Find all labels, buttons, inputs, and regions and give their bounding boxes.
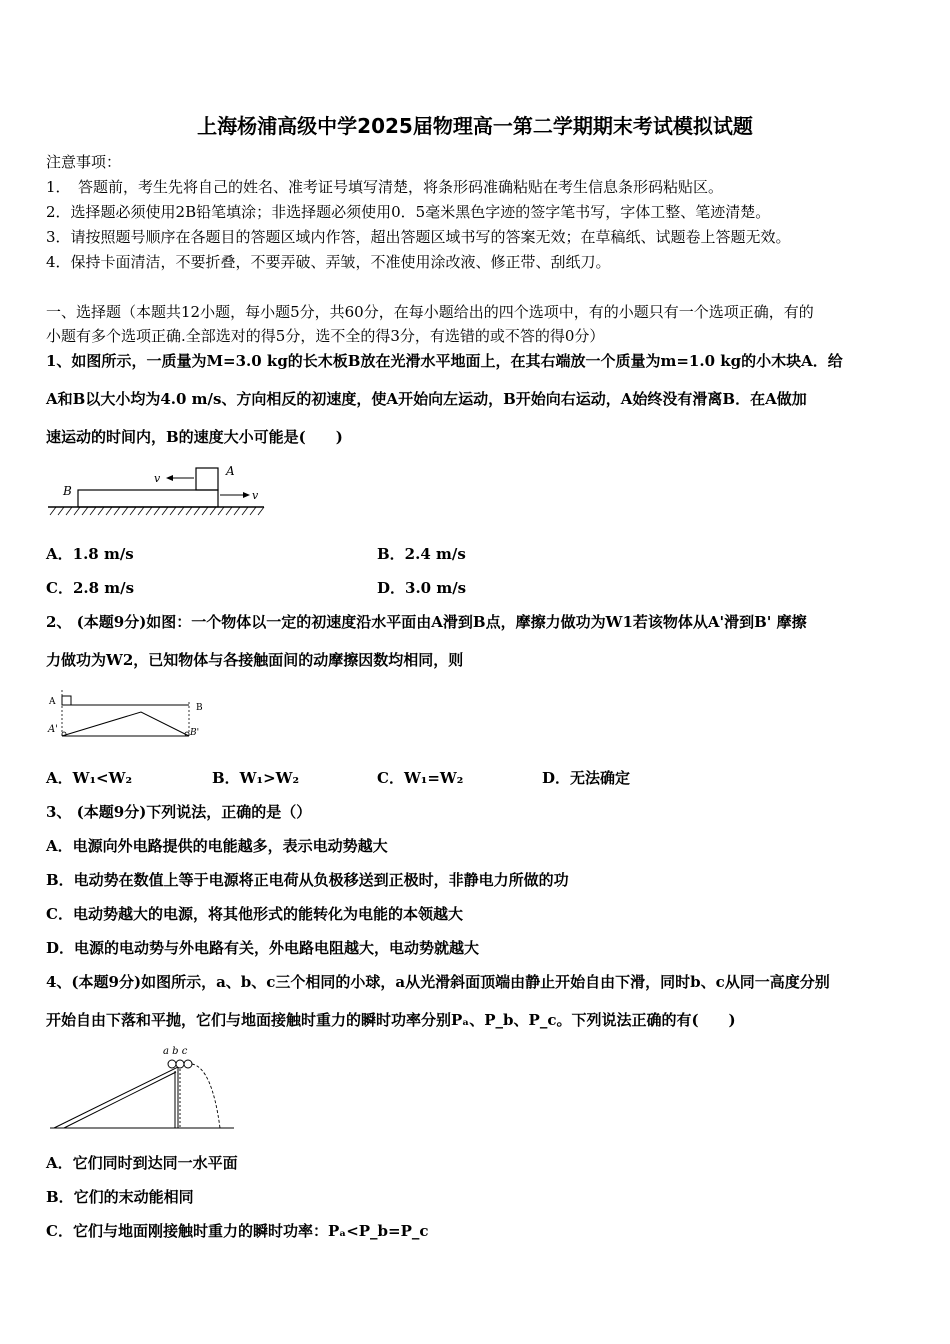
q3-option[interactable]: C．电动势越大的电源，将其他形式的能转化为电能的本领越大 [46, 905, 463, 923]
q3-stem: 3、 (本题9分)下列说法，正确的是（） [46, 803, 312, 821]
q2-option[interactable]: D．无法确定 [542, 769, 631, 787]
velocity-label: v [154, 472, 161, 485]
section-heading-cont: 小题有多个选项正确.全部选对的得5分，选不全的得3分，有选错的或不答的得0分） [46, 327, 605, 345]
q4-stem: 4、(本题9分)如图所示，a、b、c三个相同的小球，a从光滑斜面顶端由静止开始自由下滑，同时b、c从同一高度分别 [46, 973, 830, 991]
arrow-right-head [243, 492, 250, 498]
q3-option[interactable]: B．电动势在数值上等于电源将正电荷从负极移送到正极时，非静电力所做的功 [46, 871, 569, 889]
q4-stem: 开始自由下落和平抛，它们与地面接触时重力的瞬时功率分别Pₐ、P_b、P_c。下列说法正确的有( ) [46, 1011, 736, 1029]
q2-option[interactable]: A．W₁<W₂ [46, 769, 133, 787]
q4-figure [44, 1042, 244, 1134]
q4-option[interactable]: B．它们的末动能相同 [46, 1188, 194, 1206]
section-heading: 一、选择题（本题共12小题，每小题5分，共60分，在每小题给出的四个选项中，有的小题只有一个选项正确，有的 [46, 303, 814, 321]
projectile-path [192, 1064, 220, 1128]
object-box [62, 696, 71, 705]
label-a: A [49, 697, 56, 707]
q2-stem: 力做功为W2，已知物体与各接触面间的动摩擦因数均相同，则 [46, 651, 464, 669]
page-title: 上海杨浦高级中学2025届物理高一第二学期期末考试模拟试题 [197, 114, 753, 138]
notice-item: 3．请按照题号顺序在各题目的答题区域内作答，超出答题区域书写的答案无效；在草稿纸、试题卷上答题无效。 [46, 228, 791, 246]
q1-stem: A和B以大小均为4.0 m/s、方向相反的初速度，使A开始向左运动，B开始向右运动，A始终没有滑离B．在A做加 [46, 390, 807, 408]
label-a: A [226, 464, 235, 478]
incline-inner [64, 1072, 176, 1128]
q4-option[interactable]: C．它们与地面刚接触时重力的瞬时功率：Pₐ<P_b=P_c [46, 1222, 429, 1240]
q1-option[interactable]: C．2.8 m/s [46, 579, 135, 597]
ball-a [168, 1060, 176, 1068]
q3-option[interactable]: A．电源向外电路提供的电能越多，表示电动势越大 [46, 837, 388, 855]
q2-option[interactable]: B．W₁>W₂ [212, 769, 300, 787]
incline-outer [54, 1067, 178, 1128]
q1-stem: 1、如图所示，一质量为M=3.0 kg的长木板B放在光滑水平地面上，在其右端放一个质量为m=1.0 kg的小木块A．给 [46, 352, 843, 370]
q1-option[interactable]: A．1.8 m/s [46, 545, 134, 563]
label-b: B [63, 484, 72, 498]
q3-option[interactable]: D．电源的电动势与外电路有关，外电路电阻越大，电动势就越大 [46, 939, 480, 957]
surface-hump [62, 712, 189, 736]
q2-stem: 2、 (本题9分)如图：一个物体以一定的初速度沿水平面由A滑到B点，摩擦力做功为W1若该物体从A'滑到B' 摩擦 [46, 613, 807, 631]
notice-item: 1． 答题前，考生先将自己的姓名、准考证号填写清楚，将条形码准确粘贴在考生信息条形码粘贴区。 [46, 178, 724, 196]
q4-option[interactable]: A．它们同时到达同一水平面 [46, 1154, 238, 1172]
label-b: B [196, 703, 203, 713]
label-a-prime: A' [48, 724, 58, 735]
label-b-prime: B' [190, 728, 200, 738]
ground-hatch [50, 507, 264, 515]
notice-item: 4．保持卡面清洁，不要折叠，不要弄破、弄皱，不准使用涂改液、修正带、刮纸刀。 [46, 253, 611, 271]
q1-option[interactable]: B．2.4 m/s [377, 545, 466, 563]
q2-option[interactable]: C．W₁=W₂ [377, 769, 464, 787]
ball-b [176, 1060, 184, 1068]
q1-stem: 速运动的时间内，B的速度大小可能是( ) [46, 428, 343, 446]
q1-figure [44, 460, 274, 520]
q2-figure [44, 688, 214, 740]
q1-option[interactable]: D．3.0 m/s [377, 579, 467, 597]
notice-heading: 注意事项： [46, 153, 122, 171]
arrow-left-head [166, 475, 173, 481]
ball-labels: a b c [163, 1046, 188, 1057]
block-a [196, 468, 218, 490]
notice-item: 2．选择题必须使用2B铅笔填涂；非选择题必须使用0．5毫米黑色字迹的签字笔书写，字体工整、笔迹清楚。 [46, 203, 771, 221]
board-b [78, 490, 218, 507]
ball-c [184, 1060, 192, 1068]
velocity-label: v [252, 489, 259, 502]
